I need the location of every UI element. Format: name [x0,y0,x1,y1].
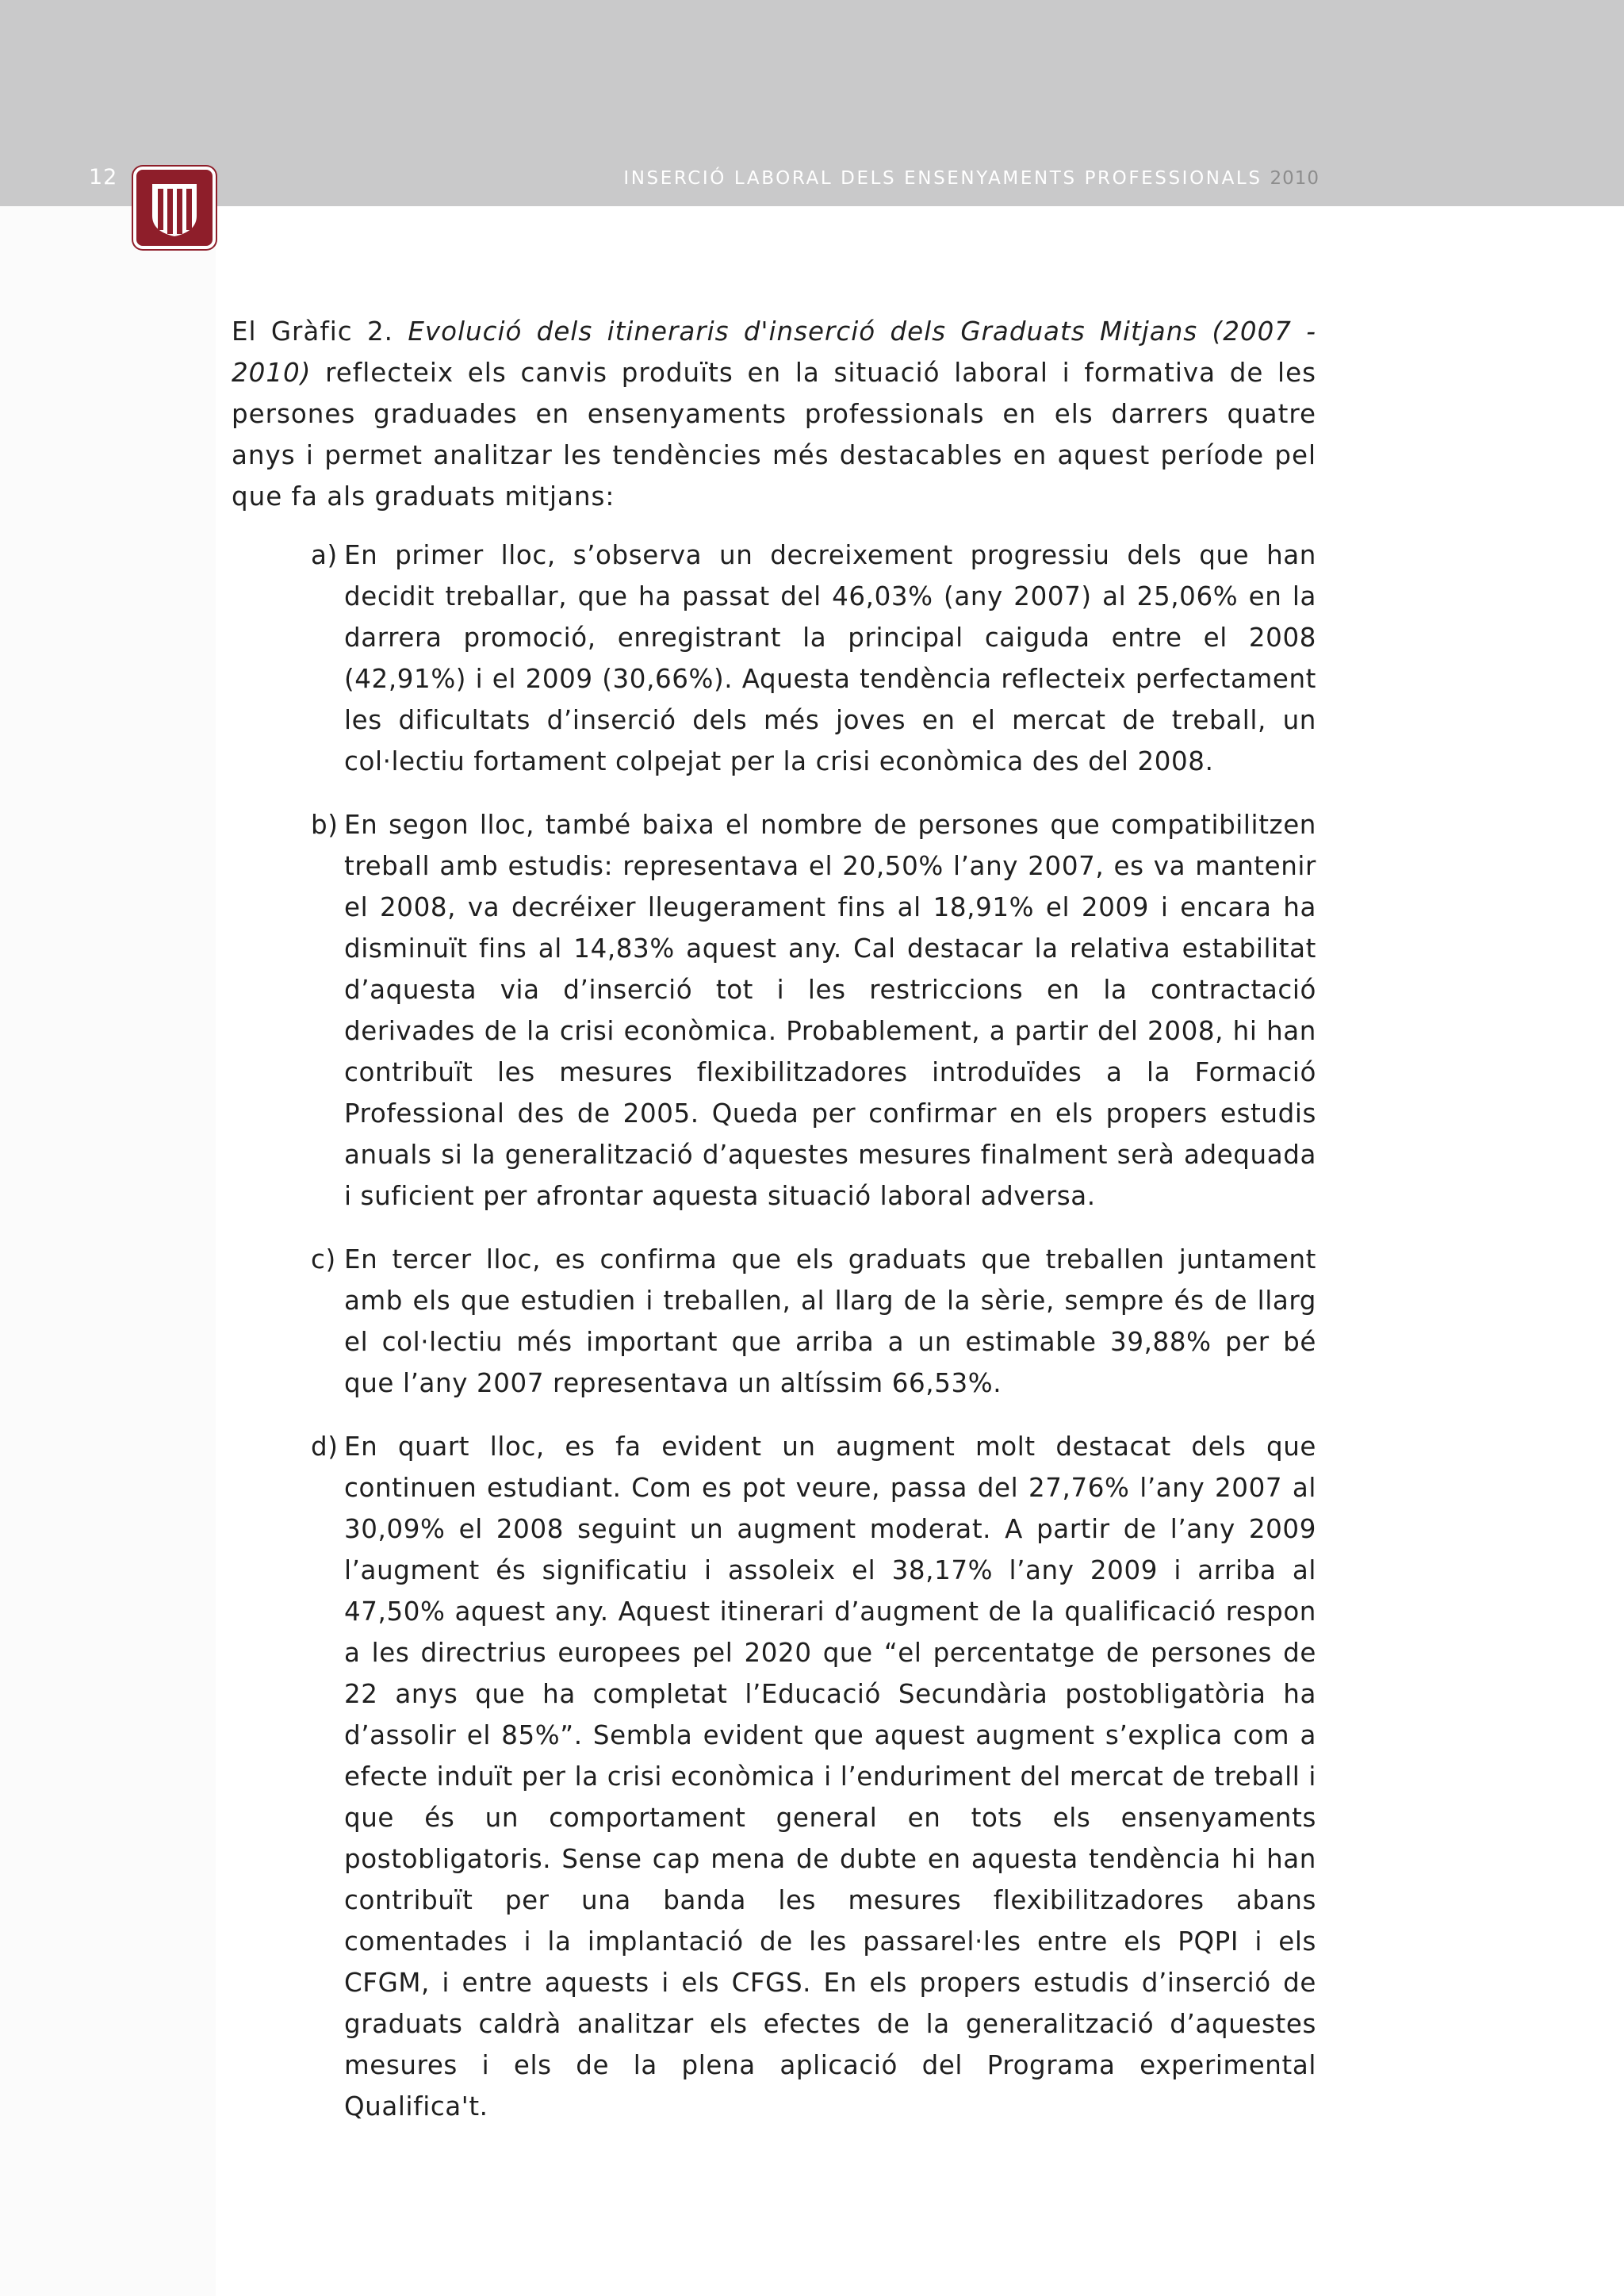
list-item-text: En tercer lloc, es confirma que els graduats que treballen juntament amb els que estudien i treballen, al llarg de la sèrie, sempre és de llarg el col·lectiu més important que arriba a un estimable 39,88% per bé que l’any 2007 representava un altíssim 66,53%. [344,1244,1316,1398]
catalan-government-emblem-icon [133,167,216,249]
analysis-list [232,535,1316,2127]
list-item [311,1426,1316,2127]
list-item-marker: d) [311,1432,339,1462]
intro-paragraph [232,311,1316,517]
list-item-marker: b) [311,810,339,840]
main-content [232,311,1316,2149]
running-title-year: 2010 [1270,168,1320,189]
list-item-text: En primer lloc, s’observa un decreixement progressiu dels que han decidit treballar, que ha passat del 46,03% (any 2007) al 25,06% en la darrera promoció, enregistrant la principal caiguda entre el 2008 (42,91%) i el 2009 (30,66%). Aquesta tendència reflecteix perfectament les dificultats d’inserció dels més joves en el mercat de treball, un col·lectiu fortament colpejat per la crisi econòmica des del 2008. [344,540,1316,776]
left-margin-shade [0,0,216,2296]
list-item [311,804,1316,1217]
list-item-marker: c) [311,1244,336,1274]
page-number: 12 [89,165,118,190]
page-header-band [0,0,1624,206]
list-item [311,1239,1316,1404]
list-item-text: En quart lloc, es fa evident un augment molt destacat dels que continuen estudiant. Com es pot veure, passa del 27,76% l’any 2007 al 30,09% el 2008 seguint un augment moderat. A partir de l’any 2009 l’augment és significatiu i assoleix el 38,17% l’any 2009 i arriba al 47,50% aquest any. Aquest itinerari d’augment de la qualificació respon a les directrius europees pel 2020 que “el percentatge de persones de 22 anys que ha completat l’Educació Secundària postobligatòria ha d’assolir el 85%”. Sembla evident que aquest augment s’explica com a efecte induït per la crisi econòmica i l’enduriment del mercat de treball i que és un comportament general en tots els ensenyaments postobligatoris. Sense cap mena de dubte en aquesta tendència hi han contribuït per una banda les mesures flexibilitzadores abans comentades i la implantació de les passarel·les entre els PQPI i els CFGM, i entre aquests i els CFGS. En els propers estudis d’inserció de graduats caldrà analitzar els efectes de la generalització d’aquestes mesures i els de la plena aplicació del Programa experimental Qualifica't. [344,1432,1316,2122]
list-item-marker: a) [311,540,338,570]
intro-lead: El Gràfic 2. [232,316,393,347]
list-item [311,535,1316,782]
list-item-text: En segon lloc, també baixa el nombre de persones que compatibilitzen treball amb estudis: representava el 20,50% l’any 2007, es va mantenir el 2008, va decréixer lleugerament fins al 18,91% el 2009 i encara ha disminuït fins al 14,83% aquest any. Cal destacar la relativa estabilitat d’aquesta via d’inserció tot i les restriccions en la contractació derivades de la crisi econòmica. Probablement, a partir del 2008, hi han contribuït les mesures flexibilitzadores introduïdes a la Formació Professional des de 2005. Queda per confirmar en els propers estudis anuals si la generalització d’aquestes mesures finalment serà adequada i suficient per afrontar aquesta situació laboral adversa. [344,810,1316,1211]
chart-reference-title: Evolució dels itineraris d'inserció dels Graduats Mitjans (2007 - 2010) [232,316,1316,388]
intro-body: reflecteix els canvis produïts en la situació laboral i formativa de les persones graduades en ensenyaments professionals en els darrers quatre anys i permet analitzar les tendències més destacables en aquest període pel que fa als graduats mitjans: [232,358,1316,512]
running-title [623,168,1320,189]
running-title-text: INSERCIÓ LABORAL DELS ENSENYAMENTS PROFESSIONALS [623,168,1262,189]
